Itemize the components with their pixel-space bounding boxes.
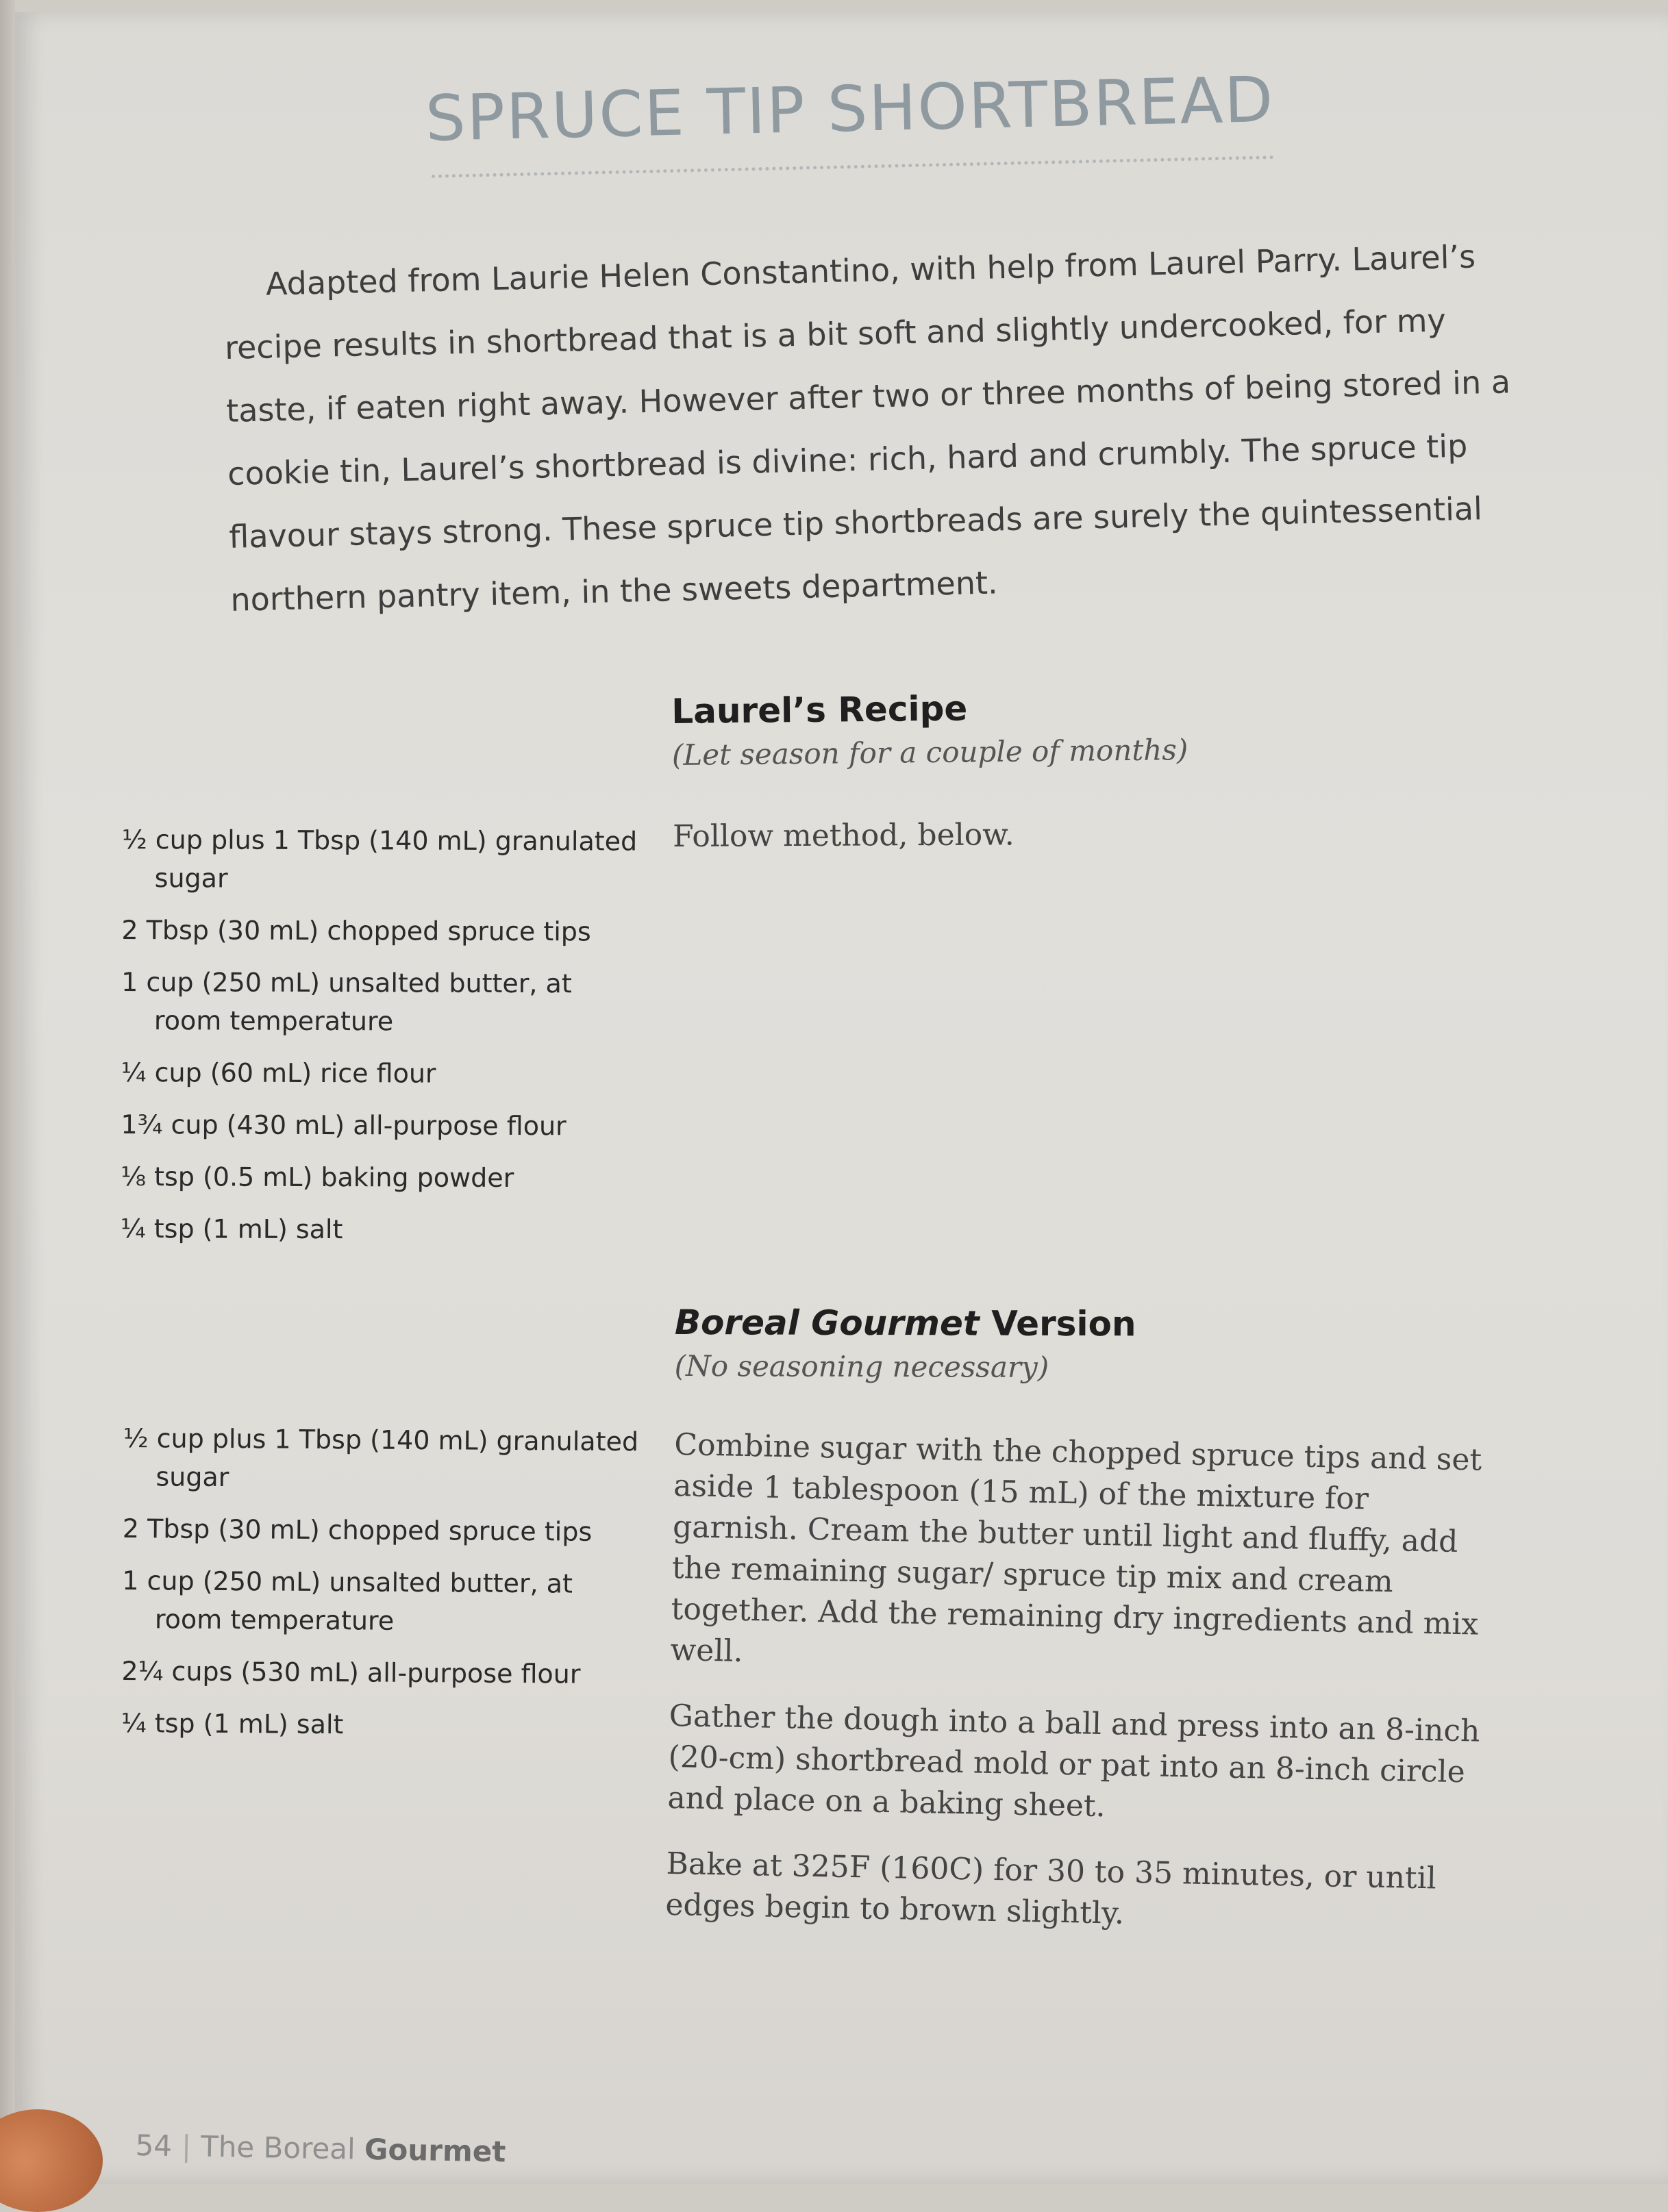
laurel-recipe-subtitle: (Let season for a couple of months) — [671, 733, 1188, 772]
ingredient-item: ½ cup plus 1 Tbsp (140 mL) granulated sugar — [123, 1422, 639, 1493]
laurel-method-step: Follow method, below. — [673, 817, 1015, 854]
laurel-method — [673, 812, 1460, 882]
boreal-method-step: Combine sugar with the chopped spruce tips and set aside 1 tablespoon (15 mL) of the mixture for garnish. Cream the butter until light and fluffy, add the remaining sugar/ spruce tip mix and cream together. Add the remaining dry ingredients and mix well. — [670, 1427, 1482, 1669]
ingredient-item: ⅛ tsp (0.5 mL) baking powder — [121, 1161, 514, 1194]
ingredient-item: 1¾ cup (430 mL) all-purpose flour — [121, 1109, 567, 1142]
ingredient-item: ¼ tsp (1 mL) salt — [121, 1707, 344, 1740]
boreal-method — [664, 1424, 1497, 1966]
ingredient-item: 2 Tbsp (30 mL) chopped spruce tips — [121, 914, 591, 947]
boreal-method-step: Bake at 325F (160C) for 30 to 35 minutes, or until edges begin to brown slightly. — [665, 1846, 1437, 1931]
boreal-method-step: Gather the dough into a ball and press into an 8-inch (20-cm) shortbread mold or pat into an 8-inch circle and place on a baking sheet. — [667, 1698, 1480, 1824]
recipe-title: SPRUCE TIP SHORTBREAD — [425, 62, 1275, 155]
ingredient-item: ¼ tsp (1 mL) salt — [120, 1213, 343, 1245]
ingredient-item: 2 Tbsp (30 mL) chopped spruce tips — [122, 1513, 593, 1547]
laurel-ingredient-list — [121, 820, 643, 1264]
boreal-ingredient-list — [121, 1419, 644, 1759]
laurel-recipe-title: Laurel’s Recipe — [671, 688, 968, 731]
book-title-prefix: The Boreal — [200, 2129, 365, 2166]
book-spine — [0, 0, 15, 2184]
intro-paragraph: Adapted from Laurie Helen Constantino, with help from Laurel Parry. Laurel’s recipe results in shortbread that is a bit soft and slightly undercooked, for my taste, if eaten right away. However after two or three months of being stored in a cookie tin, Laurel’s shortbread is divine: rich, hard and crumbly. The spruce tip flavour stays strong. These spruce tip shortbreads are surely the quintessential northern pantry item, in the sweets department. — [224, 238, 1511, 618]
page-footer — [135, 2128, 506, 2168]
ingredient-item: 1 cup (250 mL) unsalted butter, at room temperature — [122, 1565, 573, 1636]
ingredient-item: ½ cup plus 1 Tbsp (140 mL) granulated sugar — [121, 825, 638, 894]
ingredient-item: ¼ cup (60 mL) rice flour — [121, 1057, 436, 1089]
laurel-recipe-header — [671, 686, 1188, 772]
footer-separator: | — [181, 2129, 192, 2163]
ingredient-item: 1 cup (250 mL) unsalted butter, at room temperature — [121, 966, 572, 1037]
boreal-title-emphasis: Boreal Gourmet — [674, 1303, 980, 1344]
page-number: 54 — [135, 2128, 173, 2163]
boreal-version-header — [675, 1303, 1136, 1384]
boreal-version-subtitle: (No seasoning necessary) — [674, 1348, 1049, 1384]
boreal-title-rest: Version — [979, 1303, 1136, 1344]
ingredient-item: 2¼ cups (530 mL) all-purpose flour — [121, 1655, 581, 1689]
boreal-version-title — [675, 1303, 1136, 1344]
book-title-strong: Gourmet — [364, 2132, 506, 2169]
